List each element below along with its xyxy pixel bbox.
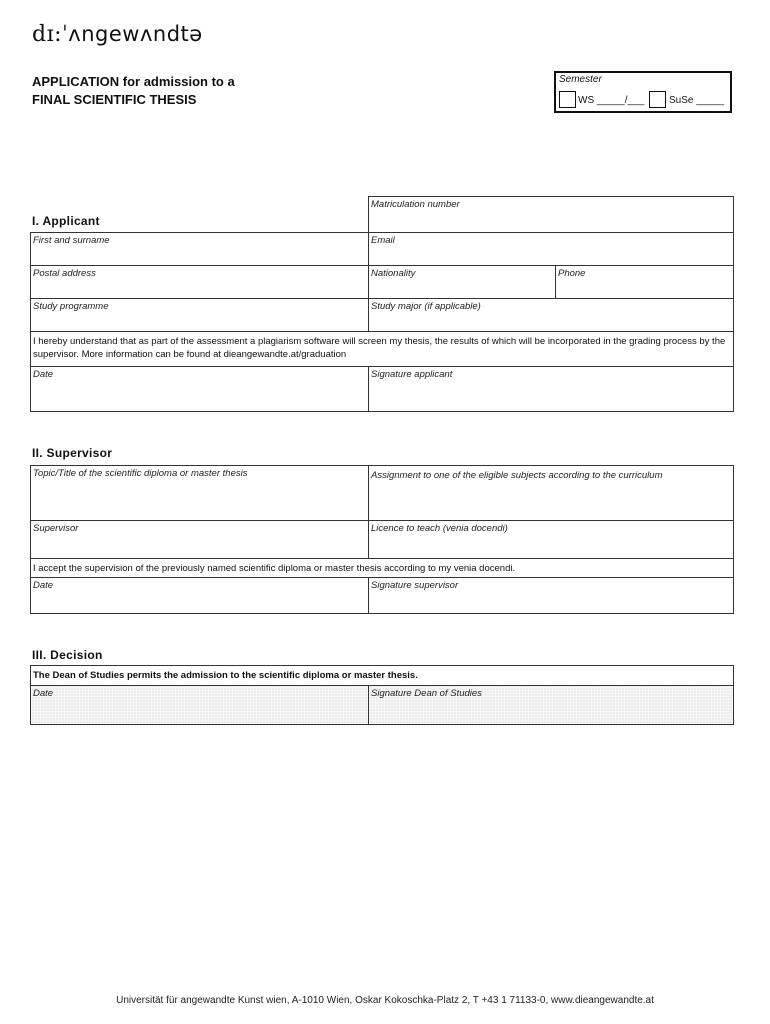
nationality-field[interactable]	[368, 265, 556, 299]
decision-statement-text: The Dean of Studies permits the admission to the scientific diploma or master thesis.	[33, 670, 418, 681]
logo-prefix: dɪ:	[32, 22, 63, 47]
supervisor-name-field[interactable]	[30, 520, 369, 559]
decision-statement	[30, 665, 734, 686]
semester-box	[554, 71, 732, 113]
applicant-date-field[interactable]	[30, 366, 369, 412]
topic-label: Topic/Title of the scientific diploma or master thesis	[33, 468, 248, 479]
study-programme-label: Study programme	[33, 301, 109, 312]
semester-label: Semester	[559, 74, 602, 85]
supervisor-signature-label: Signature supervisor	[371, 580, 459, 591]
licence-label: Licence to teach (venia docendi)	[371, 523, 508, 534]
email-field[interactable]	[368, 232, 734, 266]
supervision-acceptance-text: I accept the supervision of the previously named scientific diploma or master thesis according to my venia docendi.	[33, 563, 516, 574]
applicant-signature-field[interactable]	[368, 366, 734, 412]
supervisor-signature-field[interactable]	[368, 577, 734, 614]
form-title	[32, 73, 235, 109]
dean-signature-field[interactable]	[368, 685, 734, 725]
email-label: Email	[371, 235, 395, 246]
postal-address-label: Postal address	[33, 268, 96, 279]
suse-checkbox[interactable]	[649, 91, 666, 108]
study-major-label: Study major (if applicable)	[371, 301, 481, 312]
form-title-line2: FINAL SCIENTIFIC THESIS	[32, 92, 197, 107]
decision-section-title: III. Decision	[32, 648, 103, 662]
matriculation-label: Matriculation number	[371, 199, 460, 210]
applicant-date-label: Date	[33, 369, 54, 380]
study-programme-field[interactable]	[30, 298, 369, 332]
form-title-line1: APPLICATION for admission to a	[32, 74, 235, 89]
plagiarism-notice	[30, 331, 734, 367]
logo-main: ˈʌngewʌndtə	[62, 22, 203, 46]
nationality-label: Nationality	[371, 268, 416, 279]
phone-field[interactable]	[555, 265, 734, 299]
dean-date-label: Date	[33, 688, 54, 699]
postal-address-field[interactable]	[30, 265, 369, 299]
study-major-field[interactable]	[368, 298, 734, 332]
topic-field[interactable]	[30, 465, 369, 521]
dean-date-field[interactable]	[30, 685, 369, 725]
applicant-signature-label: Signature applicant	[371, 369, 453, 380]
supervision-acceptance	[30, 558, 734, 578]
supervisor-section-title: II. Supervisor	[32, 446, 113, 460]
assignment-field[interactable]	[368, 465, 734, 521]
dean-signature-label: Signature Dean of Studies	[371, 688, 482, 699]
supervisor-name-label: Supervisor	[33, 523, 79, 534]
plagiarism-notice-text: I hereby understand that as part of the assessment a plagiarism software will screen my thesis, the results of which will be incorporated in the grading process by the supervisor. More information can be found at dieangewandte.at/graduation	[33, 336, 726, 360]
suse-text: SuSe _____	[669, 95, 725, 106]
footer-address: Universität für angewandte Kunst wien, A-1010 Wien, Oskar Kokoschka-Platz 2, T +43 1 71133-0, www.dieangewandte.at	[116, 995, 654, 1006]
licence-field[interactable]	[368, 520, 734, 559]
supervisor-date-label: Date	[33, 580, 54, 591]
ws-text: WS _____/___	[578, 95, 645, 106]
ws-checkbox[interactable]	[559, 91, 576, 108]
university-logo	[32, 22, 203, 47]
first-surname-label: First and surname	[33, 235, 110, 246]
phone-label: Phone	[558, 268, 586, 279]
first-surname-field[interactable]	[30, 232, 369, 266]
assignment-label: Assignment to one of the eligible subjects according to the curriculum	[371, 470, 663, 481]
matriculation-field[interactable]	[368, 196, 734, 233]
applicant-section-title: I. Applicant	[32, 214, 100, 228]
supervisor-date-field[interactable]	[30, 577, 369, 614]
